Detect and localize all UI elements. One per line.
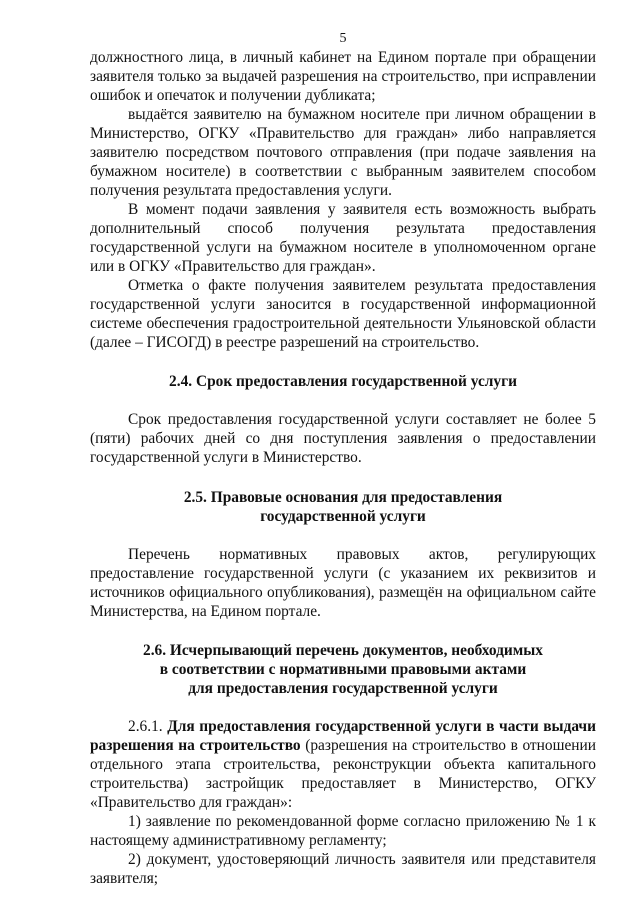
paragraph: выдаётся заявителю на бумажном носителе при личном обращении в Министерство, ОГКУ «Правительство для граждан» либо направляется заявителю посредством почтового отправления (при подаче заявления на бумажном носителе) в соответствии с выбранным заявителем способом получения результата предоставления услуги. xyxy=(90,106,596,199)
list-item: 2) документ, удостоверяющий личность заявителя или представителя заявителя; xyxy=(90,851,596,887)
paragraph: В момент подачи заявления у заявителя есть возможность выбрать дополнительный способ получения результата предоставления государственной услуги на бумажном носителе в уполномоченном органе или в ОГКУ «Правительство для граждан». xyxy=(90,201,596,275)
heading-line: для предоставления государственной услуги xyxy=(188,680,498,697)
list-item: 1) заявление по рекомендованной форме согласно приложению № 1 к настоящему административному регламенту; xyxy=(90,813,596,849)
paragraph: Срок предоставления государственной услуги составляет не более 5 (пяти) рабочих дней со дня поступления заявления о предоставлении государственной услуги в Министерство. xyxy=(90,411,596,466)
section-heading-2-4: 2.4. Срок предоставления государственной услуги xyxy=(169,373,517,390)
heading-line: в соответствии с нормативными правовыми актами xyxy=(159,661,527,678)
paragraph: должностного лица, в личный кабинет на Едином портале при обращении заявителя только за выдачей разрешения на строительство, при исправлении ошибок и опечаток и получении дубликата; xyxy=(90,49,596,104)
heading-line: государственной услуги xyxy=(260,508,426,525)
page-number: 5 xyxy=(339,31,347,46)
paragraph-2-6-1 xyxy=(90,717,596,812)
clause-text: (разрешения на строительство в отношении отдельного этапа строительства, реконструкции объекта капитального строительства) застройщик предоставляет в Министерство, ОГКУ «Правительство для граждан»: xyxy=(90,737,596,811)
paragraph: Перечень нормативных правовых актов, регулирующих предоставление государственной услуги (с указанием их реквизитов и источников официального опубликования), размещён на официальном сайте Министерства, на Едином портале. xyxy=(90,546,596,620)
paragraph: Отметка о факте получения заявителем результата предоставления государственной услуги заносится в государственной информационной системе обеспечения градостроительной деятельности Ульяновской области (далее – ГИСОГД) в реестре разрешений на строительство. xyxy=(90,277,596,351)
bold-clause: Для предоставления государственной услуги в части выдачи разрешения на строительство xyxy=(90,718,596,754)
clause-number: 2.6.1. xyxy=(128,718,163,735)
heading-line: 2.5. Правовые основания для предоставления xyxy=(183,489,503,506)
heading-line: 2.6. Исчерпывающий перечень документов, необходимых xyxy=(143,642,543,659)
section-heading-2-6 xyxy=(90,641,596,698)
section-heading-2-5 xyxy=(90,488,596,526)
